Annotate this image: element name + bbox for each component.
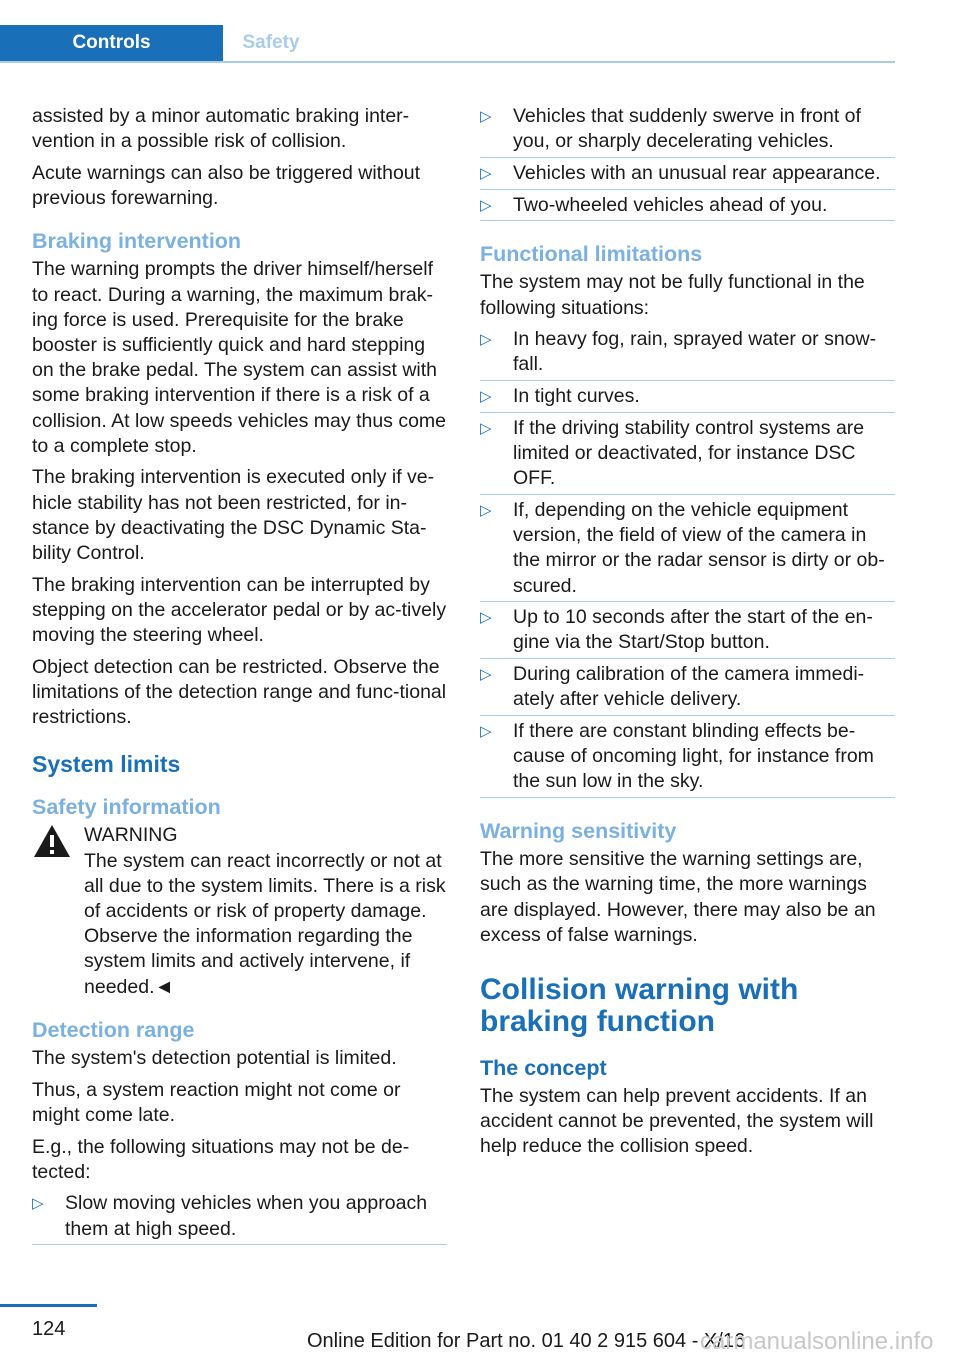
heading-braking-intervention: Braking intervention [32, 229, 242, 254]
page-number: 124 [32, 1318, 66, 1340]
bullet-triangle-icon: ▷ [480, 164, 492, 182]
bullet-triangle-icon: ▷ [32, 1195, 44, 1213]
list-item-text: If there are constant blinding effects be-cause of oncoming light, for instance from the sun low in the sky. [513, 720, 874, 793]
paragraph: E.g., the following situations may not be de-tected: [32, 1135, 410, 1183]
bullet-triangle-icon: ▷ [480, 388, 492, 406]
list-item-text: In heavy fog, rain, sprayed water or snow-fall. [513, 328, 877, 376]
paragraph: The system may not be fully functional in the following situations: [480, 271, 865, 319]
heading-system-limits: System limits [32, 751, 181, 778]
heading-detection-range: Detection range [32, 1017, 195, 1042]
list-item [480, 161, 895, 193]
list-item-text: Slow moving vehicles when you approach them at high speed. [65, 1192, 428, 1240]
paragraph: assisted by a minor automatic braking inter-vention in a possible risk of collision. [32, 105, 410, 153]
paragraph: Object detection can be restricted. Observe the limitations of the detection range and func-tional restrictions. [32, 655, 447, 729]
list-item-text: Vehicles that suddenly swerve in front of you, or sharply decelerating vehicles. [513, 105, 861, 153]
paragraph: The braking intervention is executed only if ve-hicle stability has not been restricted, for in-stance by deactivating the DSC Dynamic Sta-bility Control. [32, 466, 435, 565]
bullet-triangle-icon: ▷ [480, 501, 492, 519]
heading-safety-information: Safety information [32, 795, 221, 820]
watermark: carmanualsonline.info [700, 1328, 934, 1355]
bullet-triangle-icon: ▷ [480, 196, 492, 214]
list-item [32, 1191, 447, 1248]
heading-collision-warning: Collision warning with braking function [480, 972, 799, 1038]
list-item-text: Up to 10 seconds after the start of the en-gine via the Start/Stop button. [513, 606, 873, 654]
list-item-text: During calibration of the camera immedi-ately after vehicle delivery. [513, 663, 865, 711]
list-item-text: If, depending on the vehicle equipment version, the field of view of the camera in the mirror or the radar sensor is dirty or ob-scured. [513, 498, 885, 597]
bullet-list [480, 327, 895, 801]
list-item [480, 104, 895, 161]
paragraph: Thus, a system reaction might not come or might come late. [32, 1078, 401, 1126]
list-item [480, 662, 895, 719]
chapter-tab-bar [0, 25, 895, 63]
warning-body: The system can react incorrectly or not at all due to the system limits. There is a risk of accidents or risk of property damage. Observe the information regarding the system limits and actively intervene, if needed.◄ [84, 849, 446, 998]
bullet-triangle-icon: ▷ [480, 723, 492, 741]
list-item [480, 416, 895, 498]
heading-the-concept: The concept [480, 1055, 607, 1080]
list-item [480, 193, 895, 225]
list-item [480, 719, 895, 801]
bullet-triangle-icon: ▷ [480, 331, 492, 349]
tab-safety[interactable]: Safety [242, 32, 300, 53]
bullet-triangle-icon: ▷ [480, 108, 492, 125]
edition-note: Online Edition for Part no. 01 40 2 915 604 - X/16 [307, 1330, 746, 1352]
bullet-triangle-icon: ▷ [480, 419, 492, 437]
warning-triangle-icon [32, 823, 72, 859]
list-item-text: If the driving stability control systems are limited or deactivated, for instance DSC OFF. [513, 416, 865, 490]
list-item [480, 605, 895, 662]
heading-functional-limitations: Functional limitations [480, 242, 703, 267]
list-item-text: Two-wheeled vehicles ahead of you. [513, 193, 828, 216]
list-item [480, 384, 895, 416]
warning-title: WARNING [84, 824, 178, 847]
list-item-text: In tight curves. [513, 385, 640, 408]
paragraph: Acute warnings can also be triggered without previous forewarning. [32, 161, 421, 210]
paragraph: The system's detection potential is limited. [32, 1046, 397, 1069]
bullet-triangle-icon: ▷ [480, 609, 492, 627]
paragraph: The warning prompts the driver himself/herself to react. During a warning, the maximum brak-ing force is used. Prerequisite for the brake booster is sufficiently quick and hard stepping on the brake pedal. The system can assist with some braking intervention if there is a risk of a collision. At low speeds vehicles may thus come to a complete stop. [32, 258, 447, 457]
paragraph: The braking intervention can be interrupted by stepping on the accelerator pedal or by ac-tively moving the steering wheel. [32, 573, 447, 647]
bullet-list [32, 1191, 447, 1248]
bullet-list [480, 104, 895, 224]
list-item [480, 498, 895, 605]
paragraph: The system can help prevent accidents. If an accident cannot be prevented, the system will help reduce the collision speed. [480, 1084, 874, 1158]
warning-text [84, 849, 447, 1000]
footer-rule [0, 1304, 97, 1307]
list-item-text: Vehicles with an unusual rear appearance. [513, 161, 881, 184]
tab-controls[interactable]: Controls [0, 25, 223, 61]
right-column [480, 104, 895, 1166]
left-column [32, 104, 447, 1248]
warning-block [32, 823, 447, 999]
list-item [480, 327, 895, 384]
bullet-triangle-icon: ▷ [480, 666, 492, 684]
heading-warning-sensitivity: Warning sensitivity [480, 819, 677, 844]
paragraph: The more sensitive the warning settings are, such as the warning time, the more warnings are displayed. However, there may also be an excess of false warnings. [480, 848, 876, 946]
